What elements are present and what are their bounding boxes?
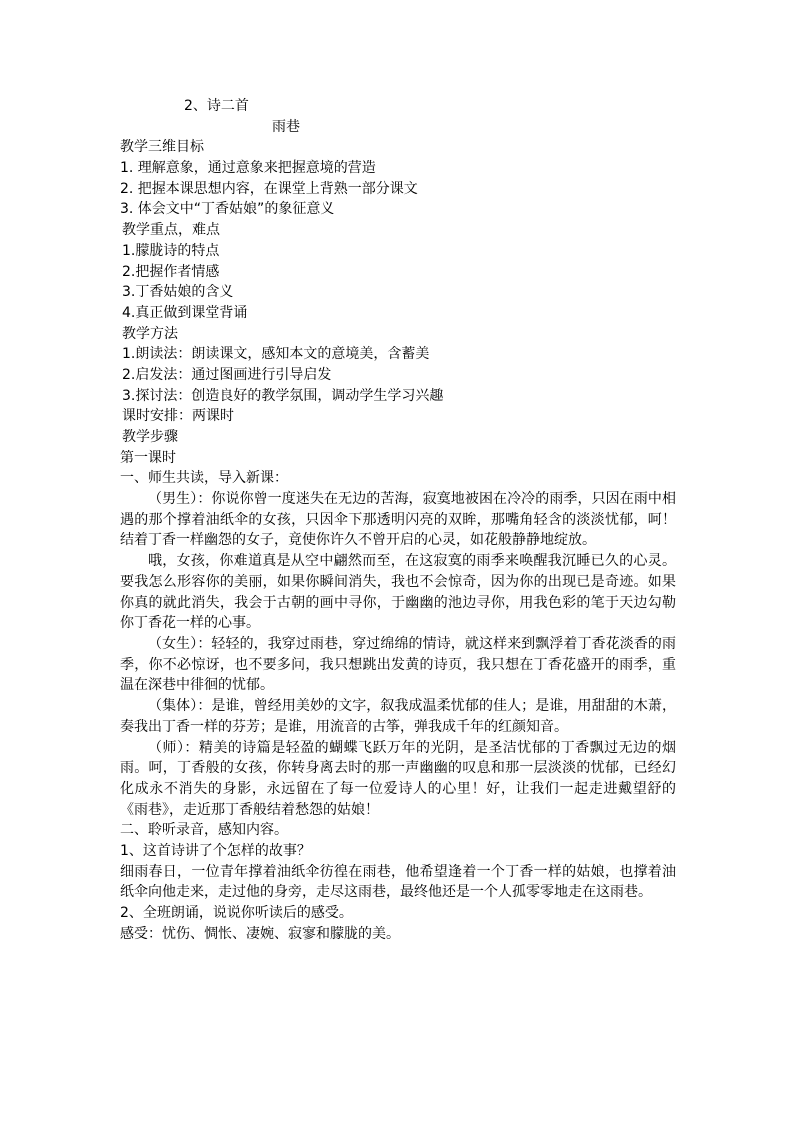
goal-item: 1. 理解意象，通过意象来把握意境的营造 — [120, 160, 376, 177]
goal-item: 2. 把握本课思想内容，在课堂上背熟一部分课文 — [120, 180, 418, 197]
schedule-text: 课时安排：两课时 — [122, 408, 234, 425]
method-item: 1.朗读法：朗读课文，感知本文的意境美，含蓄美 — [122, 346, 430, 363]
lesson-heading: 2、诗二首 — [184, 98, 249, 114]
paragraph-oh: 哦，女孩，你难道真是从空中翩然而至，在这寂寞的雨季来唤醒我沉睡已久的心灵。要我怎么形容你的美丽，如果你瞬间消失，我也不会惊奇，因为你的出现已是奇迹。如果你真的就此消失，我会于古朝的画中寻你，于幽幽的池边寻你，用我色彩的笔于天边勾勒你丁香花一样的心事。 — [120, 553, 676, 632]
key-point-item: 3.丁香姑娘的含义 — [122, 284, 234, 301]
answer-one: 细雨春日，一位青年撑着油纸伞彷徨在雨巷，他希望逢着一个丁香一样的姑娘，也撑着油纸伞向他走来，走过他的身旁，走尽这雨巷，最终他还是一个人孤零零地走在这雨巷。 — [120, 863, 676, 901]
key-point-item: 1.朦胧诗的特点 — [122, 242, 220, 259]
method-item: 2.启发法：通过图画进行引导启发 — [122, 366, 332, 383]
document-body — [120, 96, 676, 944]
paragraph-male: （男生）：你说你曾一度迷失在无边的苦海，寂寞地被困在冷冷的雨季，只因在雨中相遇的那个撑着油纸伞的女孩，只因伞下那透明闪亮的双眸，那嘴角轻含的淡淡忧郁，呵！结着丁香一样幽怨的女子，竟使你许久不曾开启的心灵，如花般静静地绽放。 — [120, 491, 676, 549]
poem-title: 雨巷 — [272, 118, 300, 135]
method-item: 3.探讨法：创造良好的教学氛围，调动学生学习兴趣 — [122, 387, 444, 404]
steps-title: 教学步骤 — [122, 429, 178, 445]
question-two: 2、全班朗诵，说说你听读后的感受。 — [120, 905, 353, 922]
key-point-item: 4.真正做到课堂背诵 — [122, 304, 248, 321]
question-one: 1、这首诗讲了个怎样的故事？ — [120, 843, 311, 859]
paragraph-collective: （集体）：是谁，曾经用美妙的文字，叙我成温柔忧郁的佳人；是谁，用甜甜的木萧，奏我出丁香一样的芬芳；是谁，用流音的古筝，弹我成千年的红颜知音。 — [120, 698, 676, 735]
section-two-title: 二、聆听录音，感知内容。 — [120, 822, 288, 839]
goals-title: 教学三维目标 — [120, 139, 204, 156]
paragraph-female: （女生）：轻轻的，我穿过雨巷，穿过绵绵的情诗，就这样来到飘浮着丁香花淡香的雨季，你不必惊讶，也不要多问，我只想跳出发黄的诗页，我只想在丁香花盛开的雨季，重温在深巷中徘徊的忧郁。 — [120, 635, 676, 694]
lesson-one-title: 第一课时 — [120, 449, 176, 466]
key-points-title: 教学重点，难点 — [122, 222, 220, 239]
goal-item: 3. 体会文中“丁香姑娘”的象征意义 — [120, 201, 335, 218]
methods-title: 教学方法 — [122, 325, 178, 342]
section-one-title: 一、师生共读，导入新课： — [120, 470, 288, 487]
paragraph-teacher: （师）：精美的诗篇是轻盈的蝴蝶飞跃万年的光阴，是圣洁忧郁的丁香飘过无边的烟雨。呵，丁香般的女孩，你转身离去时的那一声幽幽的叹息和那一层淡淡的忧郁，已经幻化成永不消失的身影，永远留在了每一位爱诗人的心里！好，让我们一起走进戴望舒的《雨巷》，走近那丁香般结着愁怨的姑娘！ — [120, 739, 676, 818]
key-point-item: 2.把握作者情感 — [122, 263, 220, 280]
answer-two: 感受：忧伤、惆怅、凄婉、寂寥和朦胧的美。 — [120, 925, 400, 942]
